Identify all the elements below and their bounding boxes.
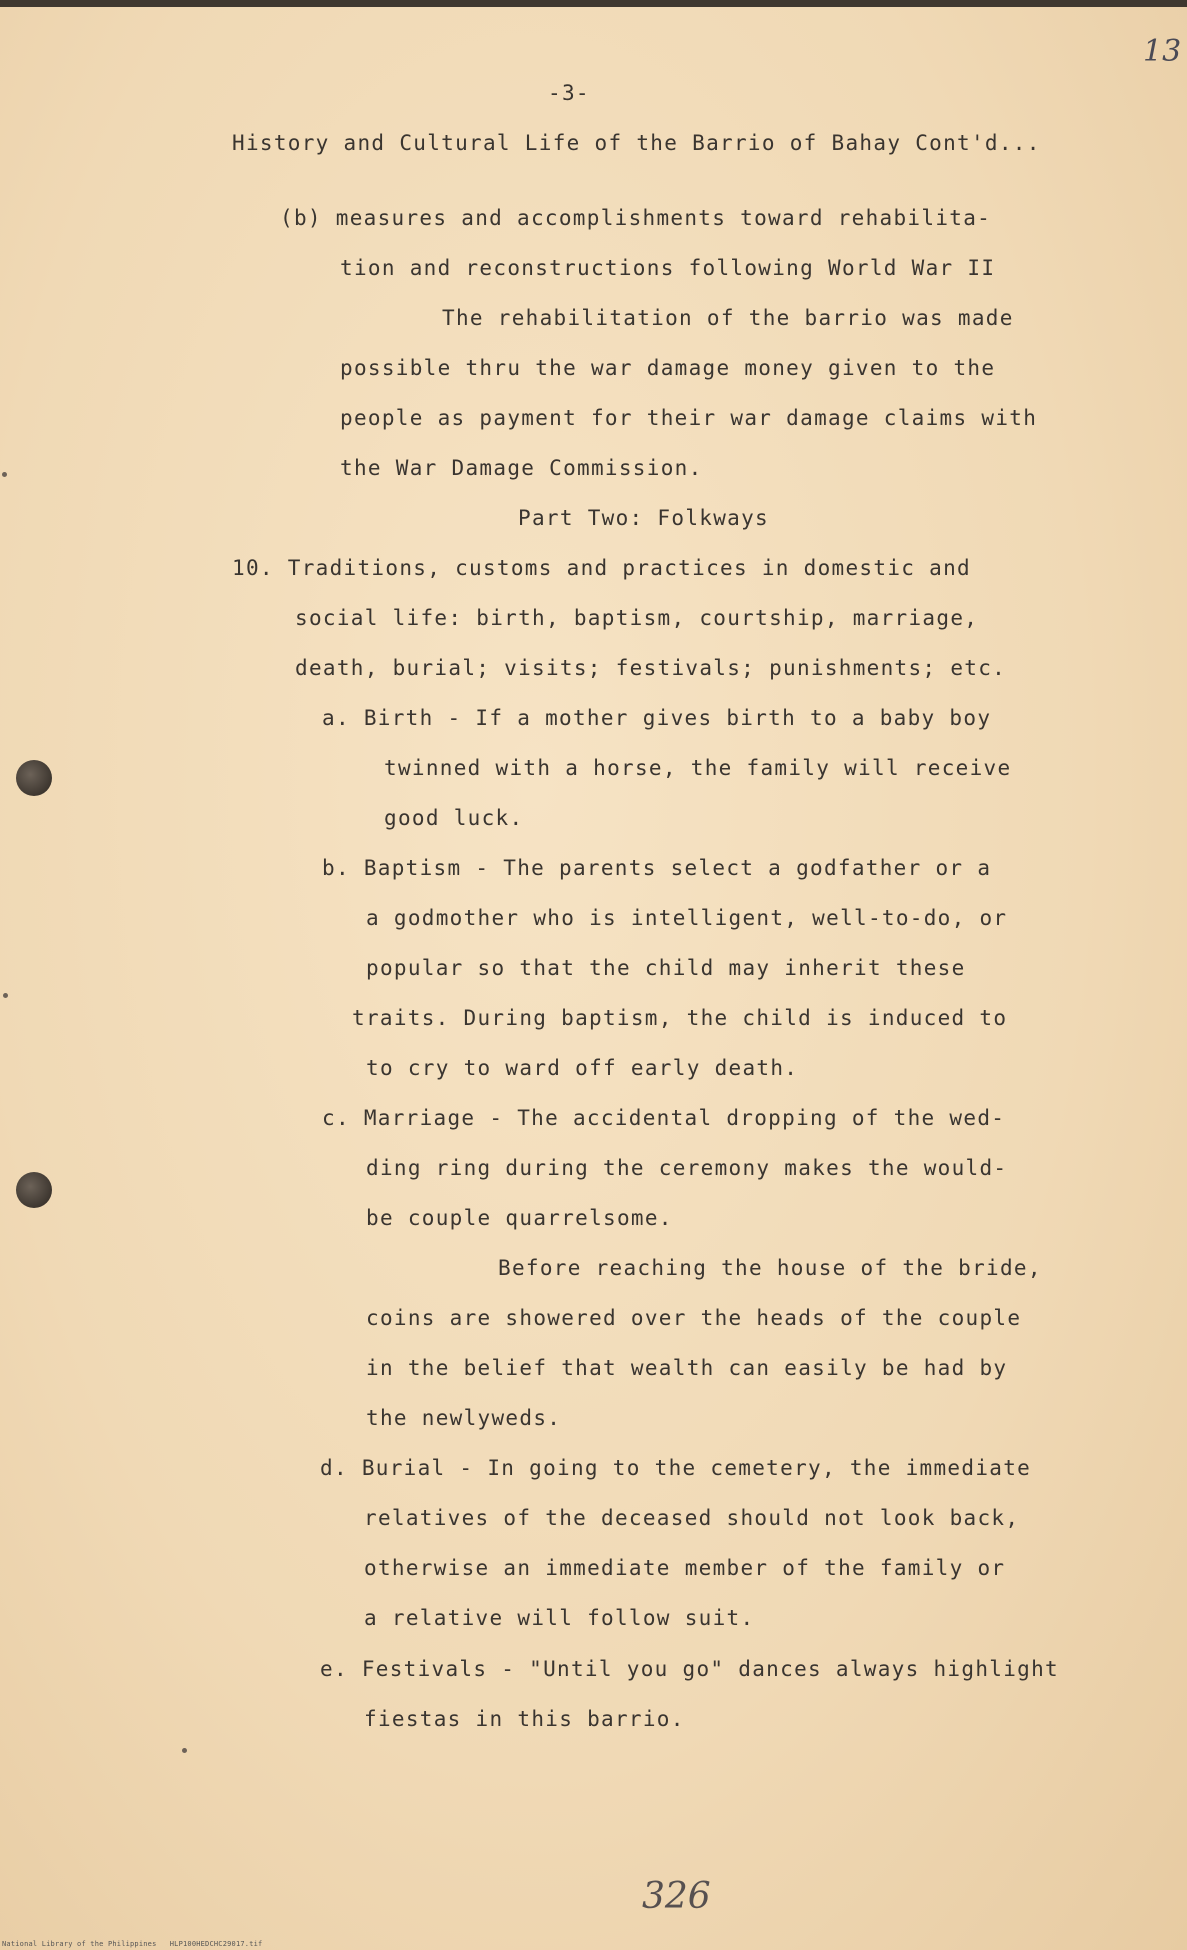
item-b-baptism-line: b. Baptism - The parents select a godfather or a — [322, 856, 992, 880]
item-c-marriage-line: Before reaching the house of the bride, — [498, 1256, 1042, 1280]
item-10-line: social life: birth, baptism, courtship, marriage, — [295, 606, 979, 630]
document-title: History and Cultural Life of the Barrio of Bahay Cont'd... — [232, 131, 1041, 155]
item-e-festivals-line: e. Festivals - "Until you go" dances always highlight — [320, 1657, 1059, 1681]
item-10-line: death, burial; visits; festivals; punishments; etc. — [295, 656, 1007, 680]
item-d-burial-line: otherwise an immediate member of the family or — [364, 1556, 1006, 1580]
item-a-birth-line: good luck. — [384, 806, 524, 830]
item-c-marriage-line: the newlyweds. — [366, 1406, 562, 1430]
item-10-line: 10. Traditions, customs and practices in domestic and — [232, 556, 971, 580]
margin-speck — [3, 993, 8, 998]
section-b-line: (b) measures and accomplishments toward rehabilita- — [280, 206, 992, 230]
item-c-marriage-line: c. Marriage - The accidental dropping of the wed- — [322, 1106, 1006, 1130]
punch-hole-lower — [16, 1172, 52, 1208]
margin-speck — [182, 1748, 187, 1753]
item-d-burial-line: d. Burial - In going to the cemetery, the immediate — [320, 1456, 1032, 1480]
handwritten-folio-number: 326 — [642, 1876, 711, 1917]
item-d-burial-line: a relative will follow suit. — [364, 1606, 755, 1630]
item-b-baptism-line: traits. During baptism, the child is induced to — [352, 1006, 1008, 1030]
section-b-paragraph-line: possible thru the war damage money given to the — [340, 356, 996, 380]
item-b-baptism-line: a godmother who is intelligent, well-to-do, or — [366, 906, 1008, 930]
item-c-marriage-line: in the belief that wealth can easily be had by — [366, 1356, 1008, 1380]
item-b-baptism-line: popular so that the child may inherit these — [366, 956, 966, 980]
section-b-paragraph-line: people as payment for their war damage claims with — [340, 406, 1038, 430]
section-b-paragraph-line: The rehabilitation of the barrio was made — [442, 306, 1014, 330]
page-heading: -3- — [548, 81, 590, 105]
item-a-birth-line: a. Birth - If a mother gives birth to a baby boy — [322, 706, 992, 730]
scan-footer: National Library of the Philippines HLP100HEDCHC29017.tif — [2, 1940, 263, 1948]
item-b-baptism-line: to cry to ward off early death. — [366, 1056, 799, 1080]
section-b-line: tion and reconstructions following World War II — [340, 256, 996, 280]
item-d-burial-line: relatives of the deceased should not look back, — [364, 1506, 1020, 1530]
punch-hole-upper — [16, 760, 52, 796]
item-c-marriage-line: be couple quarrelsome. — [366, 1206, 673, 1230]
item-c-marriage-line: ding ring during the ceremony makes the would- — [366, 1156, 1008, 1180]
margin-speck — [2, 472, 7, 477]
scan-top-edge — [0, 0, 1187, 7]
item-e-festivals-line: fiestas in this barrio. — [364, 1707, 685, 1731]
item-a-birth-line: twinned with a horse, the family will receive — [384, 756, 1012, 780]
item-c-marriage-line: coins are showered over the heads of the couple — [366, 1306, 1022, 1330]
handwritten-page-number: 13 — [1143, 34, 1182, 69]
section-b-paragraph-line: the War Damage Commission. — [340, 456, 703, 480]
part-heading: Part Two: Folkways — [518, 506, 769, 530]
